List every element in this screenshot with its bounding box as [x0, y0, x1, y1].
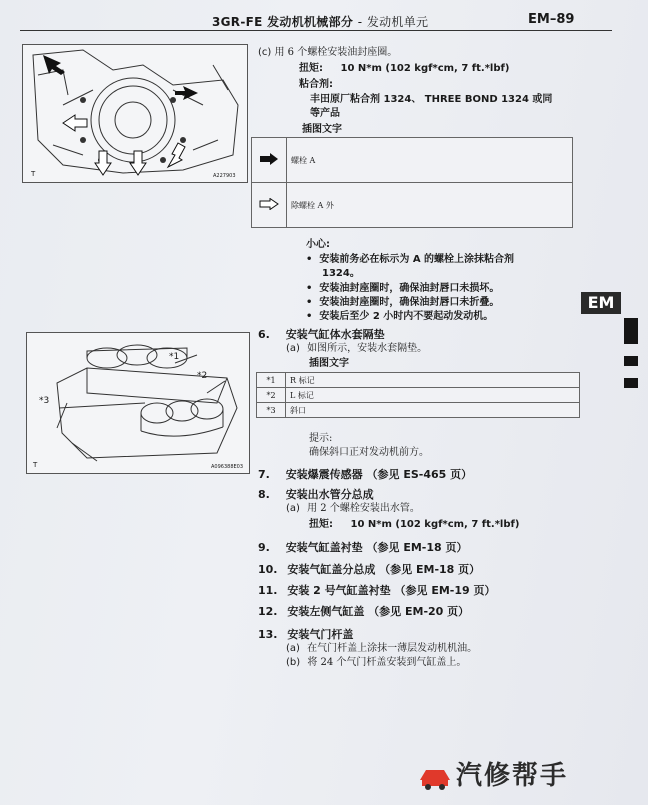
step-num: 9.: [258, 541, 270, 554]
legend2-key: *3: [257, 403, 286, 418]
em-section-tab: EM: [581, 292, 621, 314]
caution-item-text: 安装后至少 2 小时内不要起动发动机。: [319, 311, 494, 322]
legend2-table: [256, 372, 580, 418]
figure2-callout-2: *2: [197, 371, 208, 381]
step6-sub-text: 如图所示，安装水套隔垫。: [307, 343, 428, 354]
legend1-title: 插图文字: [302, 124, 342, 135]
step-heading: [258, 488, 374, 501]
step-heading: [258, 628, 353, 641]
header-separator: -: [357, 15, 363, 29]
header-section: 发动机单元: [366, 15, 429, 29]
legend2-title: 插图文字: [309, 358, 349, 369]
legend1-icon-cell: [252, 183, 287, 228]
step13-sub: [286, 656, 466, 669]
caution-item-text: 安装油封座圈时，确保油封唇口未损坏。: [319, 283, 500, 294]
water-jacket-spacer-drawing: [27, 333, 249, 473]
caution-item: • 安装油封座圈时，确保油封唇口未折叠。: [306, 297, 500, 308]
oil-seal-retainer-figure: [22, 44, 248, 183]
caution-item-text: 安装油封座圈时，确保油封唇口未折叠。: [319, 297, 500, 308]
figure1-code: A227903: [213, 173, 236, 179]
step-c-torque-value: 10 N*m (102 kgf*cm, 7 ft.*lbf): [340, 63, 510, 74]
step-num: 13.: [258, 628, 278, 641]
step8-torque-value: 10 N*m (102 kgf*cm, 7 ft.*lbf): [350, 519, 520, 530]
caution-item-text: 安装前务必在标示为 A 的螺栓上涂抹粘合剂: [319, 254, 515, 265]
step6-heading: [258, 328, 385, 341]
step-num: 8.: [258, 488, 270, 501]
legend2-text: R 标记: [286, 373, 580, 388]
step-text: 安装出水管分总成: [285, 488, 374, 501]
step-text: 安装爆震传感器 （参见 ES-465 页）: [285, 468, 473, 481]
car-logo-icon: [418, 760, 452, 794]
figure2-t-label: T: [33, 461, 38, 469]
step-text: 安装左侧气缸盖 （参见 EM-20 页）: [287, 605, 470, 618]
step13-sub-text: 将 24 个气门杆盖安装到气缸盖上。: [307, 657, 467, 668]
step6-hint-text: 确保斜口正对发动机前方。: [309, 447, 429, 458]
legend1-row: [252, 138, 573, 183]
step-c-adhesive-line2: 等产品: [310, 108, 340, 119]
figure2-code: A096388E03: [211, 464, 244, 470]
caution-item: • 安装前务必在标示为 A 的螺栓上涂抹粘合剂: [306, 254, 515, 265]
figure2-callout-1: *1: [169, 352, 180, 362]
page-edge-mark: [624, 378, 638, 388]
step-num: 7.: [258, 468, 270, 481]
page-number: EM–89: [528, 12, 575, 27]
step-c-text: 用 6 个螺栓安装油封座圈。: [274, 47, 398, 58]
legend2-row: [257, 373, 580, 388]
step-num: 12.: [258, 605, 278, 618]
legend1-icon-cell: [252, 138, 287, 183]
legend2-text: 斜口: [286, 403, 580, 418]
step-heading: [258, 563, 480, 576]
step-heading: [258, 541, 468, 554]
step13-sub-label: (a): [286, 643, 300, 654]
step-c-label: (c): [258, 47, 272, 58]
step-heading: [258, 605, 469, 618]
legend1-row: [252, 183, 573, 228]
step-c-torque: [299, 62, 509, 75]
step-heading: [258, 468, 472, 481]
step-c-torque-label: 扭矩:: [299, 63, 323, 74]
legend1-text: 除螺栓 A 外: [287, 183, 573, 228]
step-text: 安装 2 号气缸盖衬垫 （参见 EM-19 页）: [287, 584, 496, 597]
step13-sub-label: (b): [286, 657, 301, 668]
step-c-adhesive-line1: 丰田原厂粘合剂 1324、 THREE BOND 1324 或同: [310, 94, 553, 105]
step6-hint-title: 提示:: [309, 433, 333, 444]
water-jacket-spacer-figure: [26, 332, 250, 474]
caution-title: 小心:: [306, 239, 330, 250]
legend2-key: *1: [257, 373, 286, 388]
step-heading: [258, 584, 495, 597]
legend1-text: 螺栓 A: [287, 138, 573, 183]
step6-sub-label: (a): [286, 343, 300, 354]
step13-sub-text: 在气门杆盖上涂抹一薄层发动机机油。: [307, 643, 478, 654]
caution-item-continuation: 1324。: [322, 268, 360, 279]
step6-title: 安装气缸体水套隔垫: [285, 328, 385, 341]
step8-torque-label: 扭矩:: [309, 519, 333, 530]
step8-torque: [309, 518, 519, 531]
page-header-title: [212, 13, 428, 30]
step6-sub: [286, 342, 427, 355]
page-edge-mark: [624, 356, 638, 366]
caution-item: • 安装后至少 2 小时内不要起动发动机。: [306, 311, 494, 322]
page-edge-mark: [624, 318, 638, 344]
step13-sub: [286, 642, 477, 655]
solid-arrow-icon: [259, 153, 279, 165]
figure2-callout-3: *3: [39, 396, 50, 406]
caution-item: • 安装油封座圈时，确保油封唇口未损坏。: [306, 283, 500, 294]
legend2-row: [257, 388, 580, 403]
watermark-logo: [418, 758, 630, 794]
header-title: 3GR-FE 发动机机械部分: [212, 15, 354, 29]
step6-num: 6.: [258, 328, 270, 341]
step-c-adhesive-label: 粘合剂:: [299, 79, 333, 90]
legend2-row: [257, 403, 580, 418]
legend2-key: *2: [257, 388, 286, 403]
watermark-text: 汽修帮手: [456, 761, 569, 791]
step-text: 安装气缸盖分总成 （参见 EM-18 页）: [287, 563, 481, 576]
step-text: 安装气门杆盖: [287, 628, 354, 641]
step-num: 10.: [258, 563, 278, 576]
step8-sub: [286, 502, 420, 515]
legend2-text: L 标记: [286, 388, 580, 403]
step-text: 安装气缸盖衬垫 （参见 EM-18 页）: [285, 541, 468, 554]
step8-sub-label: (a): [286, 503, 300, 514]
figure1-t-label: T: [31, 170, 36, 178]
oil-seal-retainer-drawing: [23, 45, 247, 182]
hollow-arrow-icon: [259, 198, 279, 210]
step-c-line: [258, 46, 397, 59]
step-num: 11.: [258, 584, 278, 597]
legend1-table: [251, 137, 573, 228]
step8-sub-text: 用 2 个螺栓安装出水管。: [307, 503, 420, 514]
header-rule: [20, 30, 612, 31]
